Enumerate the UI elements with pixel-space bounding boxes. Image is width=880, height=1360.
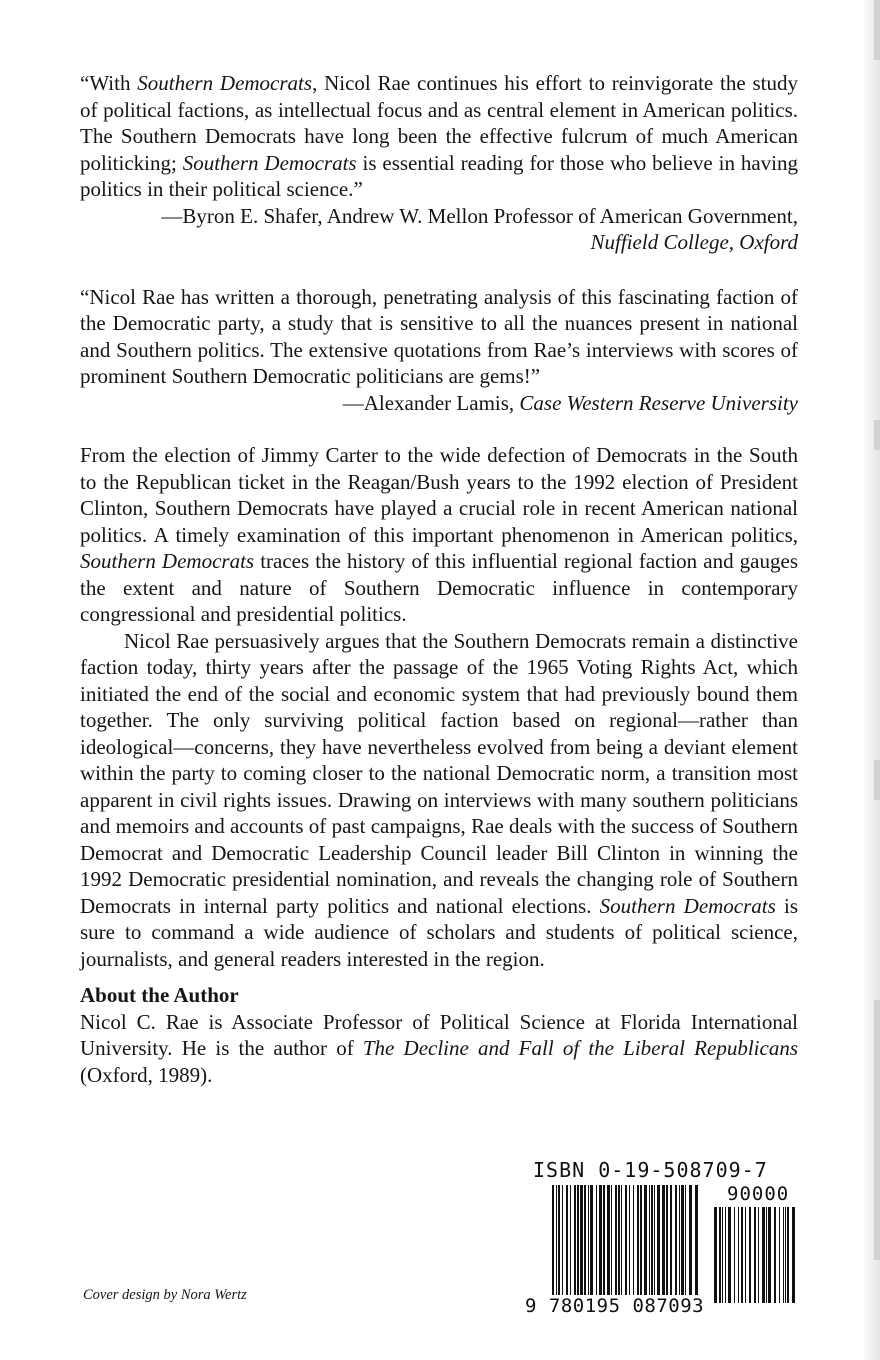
isbn-label: ISBN 0-19-508709-7 — [533, 1158, 768, 1182]
cover-credit: Cover design by Nora Wertz — [83, 1287, 247, 1303]
description-paragraph-2: Nicol Rae persuasively argues that the Southern Democrats remain a distinctive faction today, thirty years after the passage of the 1965 Voting Rights Act, which initiated the end of the social and economic system that had previously bound them together. The only surviving political faction based on regional—rather than ideological—concerns, they have nevertheless evolved from being a deviant element within the party to coming closer to the national Democratic norm, a transition most apparent in civil rights issues. Drawing on interviews with many southern politicians and memoirs and accounts of past campaigns, Rae deals with the success of Southern Democrat and Democratic Leadership Council leader Bill Clinton in winning the 1992 Democratic presidential nomination, and reveals the changing role of Southern Democrats in internal party politics and national elections. Southern Democrats is sure to command a wide audience of scholars and students of political science, journalists, and general readers interested in the region. — [80, 628, 798, 971]
about-author-heading: About the Author — [80, 983, 239, 1007]
page-edge — [862, 0, 880, 1360]
blurb-shafer-attribution: —Byron E. Shafer, Andrew W. Mellon Professor of American Government, — [161, 203, 798, 228]
description-paragraph-1: From the election of Jimmy Carter to the wide defection of Democrats in the South to the Republican ticket in the Reagan/Bush years to the 1992 election of President Clinton, Southern Democrats have played a crucial role in recent American national politics. A timely examination of this important phenomenon in American politics, Southern Democrats traces the history of this influential regional faction and gauges the extent and nature of Southern Democratic influence in contemporary congressional and presidential politics. — [80, 443, 798, 626]
blurb-shafer: “With Southern Democrats, Nicol Rae continues his effort to reinvigorate the study of political factions, as intellectual focus and as central element in American politics. The Southern Democrats have long been the effective fulcrum of much American politicking; Southern Democrats is essential reading for those who believe in having politics in their political science.” — [80, 71, 798, 201]
blurb-shafer-affiliation: Nuffield College, Oxford — [590, 230, 798, 254]
blurb-lamis: “Nicol Rae has written a thorough, penetrating analysis of this fascinating faction of the Democratic party, a study that is sensitive to all the nuances present in national and Southern politics. The extensive quotations from Rae’s interviews with scores of prominent Southern Democratic politicians are gems!” — [80, 284, 798, 388]
about-author-text: Nicol C. Rae is Associate Professor of Political Science at Florida International University. He is the author of The Decline and Fall of the Liberal Republicans (Oxford, 1989). — [80, 1009, 798, 1087]
barcode-number: 9 780195 087093 — [525, 1295, 705, 1317]
barcode-addon-number: 90000 — [727, 1183, 790, 1205]
blurb-lamis-attribution: —Alexander Lamis, Case Western Reserve University — [342, 390, 798, 415]
back-cover-text — [80, 70, 798, 1088]
